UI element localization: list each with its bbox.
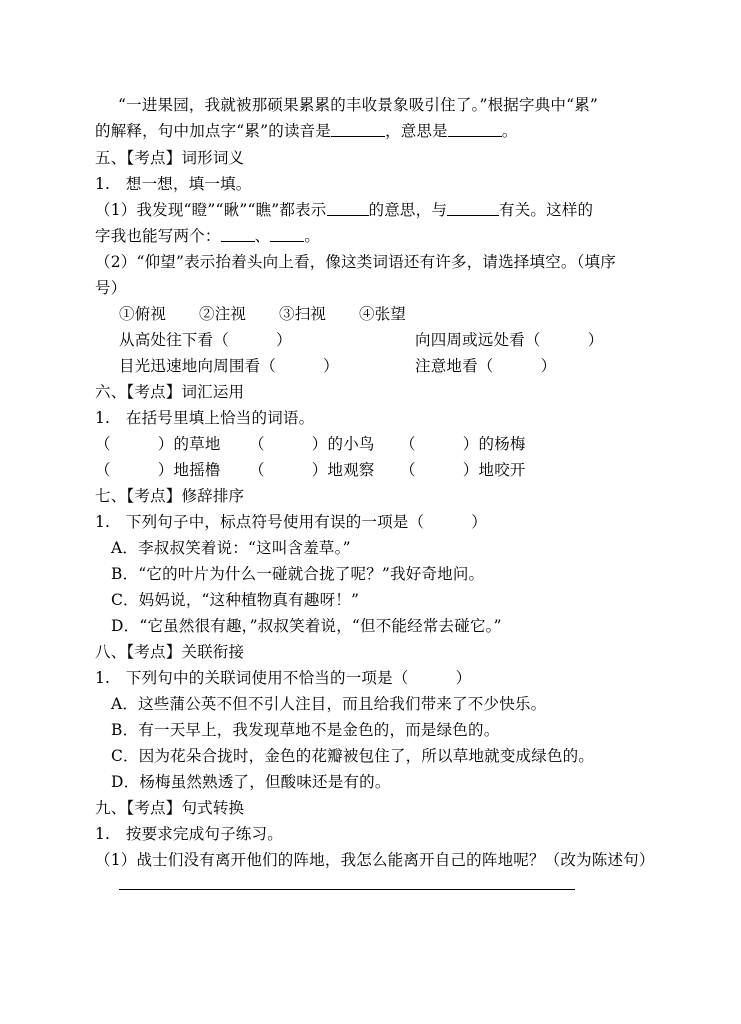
fill-observe[interactable]: （ ）地观察 bbox=[249, 461, 375, 479]
section-9-q1: 1. 按要求完成句子练习。 bbox=[95, 825, 283, 843]
s8-choice-d[interactable]: D．杨梅虽然熟透了，但酸味还是有的。 bbox=[111, 773, 391, 791]
option-1: ①俯视 bbox=[119, 305, 167, 323]
s7-choice-b[interactable]: B．“它的叶片为什么一碰就合拢了呢？”我好奇地问。 bbox=[111, 565, 485, 583]
option-4: ④张望 bbox=[359, 305, 407, 323]
section-5-q1: 1. 想一想，填一填。 bbox=[95, 175, 252, 193]
fill-look-down[interactable]: 从高处往下看（ ） bbox=[119, 331, 292, 349]
fill-bird[interactable]: （ ）的小鸟 bbox=[249, 435, 375, 453]
s5-fill-row-1 bbox=[95, 327, 665, 353]
s5-p1-text-f: 。 bbox=[304, 227, 321, 245]
s8-choice-b[interactable]: B．有一天早上，我发现草地不是金色的，而是绿色的。 bbox=[111, 721, 500, 739]
s8-choice-c[interactable]: C．因为花朵合拢时，金色的花瓣被包住了，所以草地就变成绿色的。 bbox=[111, 747, 595, 765]
s5-options-row bbox=[95, 301, 665, 327]
section-8-q1: 1. 下列句中的关联词使用不恰当的一项是（ ） bbox=[95, 669, 472, 687]
intro-line-1: “一进果园，我就被那硕果累累的丰收景象吸引住了。”根据字典中“累” bbox=[118, 96, 599, 114]
s7-choice-d[interactable]: D．“它虽然很有趣，”叔叔笑着说，“但不能经常去碰它。” bbox=[111, 617, 502, 635]
meaning-blank[interactable] bbox=[448, 120, 502, 137]
s5-p1-text-c: 有关。这样的 bbox=[499, 201, 594, 219]
fill-bite[interactable]: （ ）地咬开 bbox=[400, 461, 526, 479]
s5-p1-text-b: 的意思，与 bbox=[368, 201, 448, 219]
s5-fill-row-2 bbox=[95, 353, 665, 379]
s5-part2-line2: 号） bbox=[95, 279, 127, 297]
answer-line[interactable] bbox=[119, 889, 575, 890]
s7-choice-a[interactable]: A．李叔叔笑着说：“这叫含羞草。” bbox=[111, 539, 351, 557]
s9-part1: （1）战士们没有离开他们的阵地，我怎么能离开自己的阵地呢？（改为陈述句） bbox=[95, 851, 655, 869]
intro-line-2 bbox=[95, 118, 665, 144]
section-7-q1: 1. 下列句子中，标点符号使用有误的一项是（ ） bbox=[95, 513, 487, 531]
fill-row-boat[interactable]: （ ）地摇橹 bbox=[95, 461, 221, 479]
char-blank-2[interactable] bbox=[270, 225, 304, 242]
s8-choice-a[interactable]: A．这些蒲公英不但不引人注目，而且给我们带来了不少快乐。 bbox=[111, 695, 547, 713]
section-7-heading: 七、【考点】修辞排序 bbox=[95, 487, 245, 505]
s5-p1-text-e: 、 bbox=[254, 227, 271, 245]
s7-choice-c[interactable]: C．妈妈说，“这种植物真有趣呀！” bbox=[111, 591, 360, 609]
option-2: ②注视 bbox=[199, 305, 247, 323]
section-5-heading: 五、【考点】词形词义 bbox=[95, 149, 245, 167]
s6-row-2 bbox=[95, 457, 665, 483]
char-blank-1[interactable] bbox=[221, 225, 255, 242]
fill-scan[interactable]: 目光迅速地向周围看（ ） bbox=[119, 357, 339, 375]
intro-text-c: 。 bbox=[501, 122, 518, 140]
fill-grass[interactable]: （ ）的草地 bbox=[95, 435, 221, 453]
option-3: ③扫视 bbox=[279, 305, 327, 323]
s5-p1-text-d: 字我也能写两个： bbox=[95, 227, 221, 245]
intro-text-b: ，意思是 bbox=[385, 122, 448, 140]
section-6-q1: 1. 在括号里填上恰当的词语。 bbox=[95, 409, 315, 427]
s5-part1-line1 bbox=[95, 197, 665, 223]
intro-text-a: 的解释，句中加点字“累”的读音是 bbox=[95, 122, 332, 140]
s5-part1-line2 bbox=[95, 223, 665, 249]
section-6-heading: 六、【考点】词汇运用 bbox=[95, 383, 245, 401]
s5-p1-text-a: （1）我发现“瞪”“瞅”“瞧”都表示 bbox=[95, 201, 327, 219]
section-9-heading: 九、【考点】句式转换 bbox=[95, 799, 245, 817]
s6-row-1 bbox=[95, 431, 665, 457]
fill-watch[interactable]: 注意地看（ ） bbox=[415, 357, 557, 375]
s5-part2-line1: （2）“仰望”表示抬着头向上看，像这类词语还有许多，请选择填空。（填序 bbox=[95, 253, 616, 271]
meaning-fill-blank[interactable] bbox=[327, 199, 369, 216]
pronunciation-blank[interactable] bbox=[331, 120, 385, 137]
fill-look-around[interactable]: 向四周或远处看（ ） bbox=[415, 331, 604, 349]
related-fill-blank[interactable] bbox=[447, 199, 499, 216]
section-8-heading: 八、【考点】关联衔接 bbox=[95, 643, 245, 661]
fill-bayberry[interactable]: （ ）的杨梅 bbox=[400, 435, 526, 453]
